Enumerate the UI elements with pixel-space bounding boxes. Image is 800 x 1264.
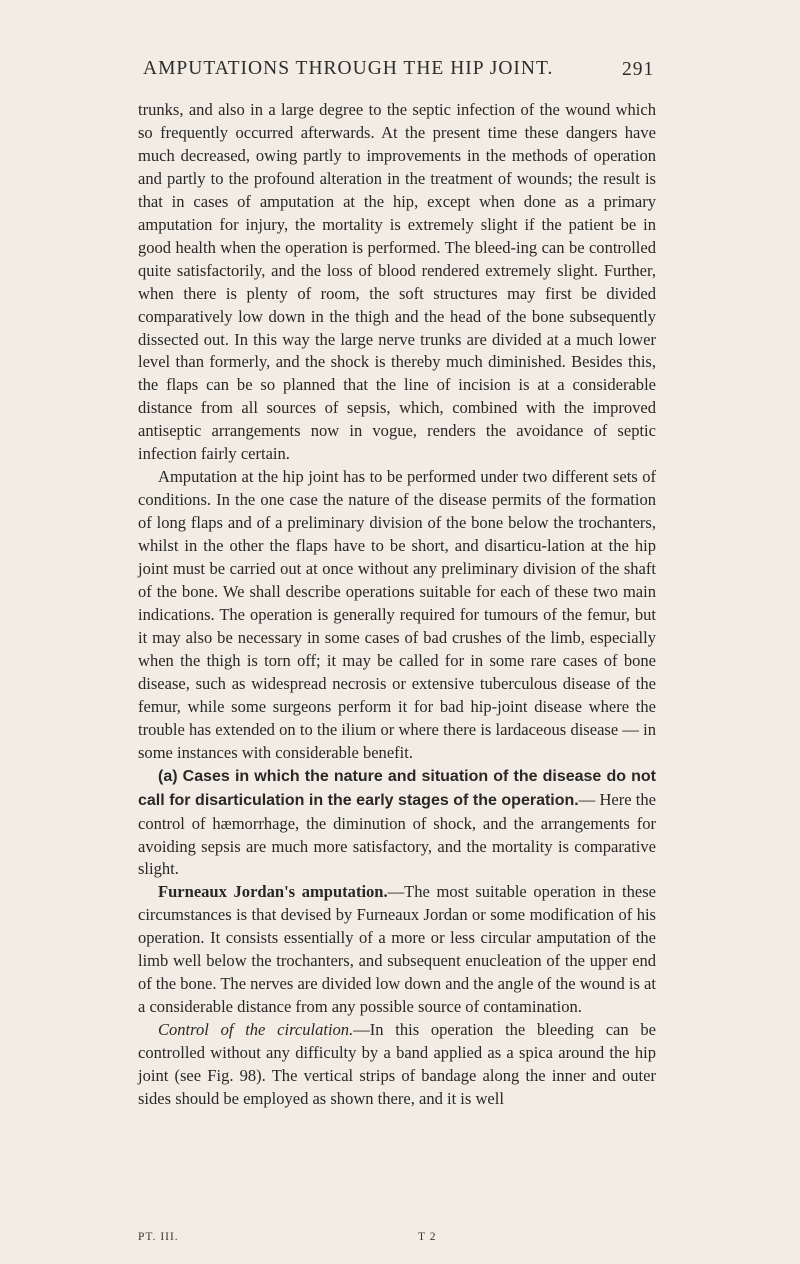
running-title: AMPUTATIONS THROUGH THE HIP JOINT. <box>143 58 554 79</box>
subheading-control-circulation: Control of the circulation. <box>158 1020 354 1040</box>
paragraph-1: trunks, and also in a large degree to the septic infection of the wound which so frequently occurred afterwards. At the present time these dangers have much decreased, owing partly to improvements in the methods of operation and partly to the profound alteration in the treatment of wounds; the result is that in cases of amputation at the hip, except when done as a primary amputation for injury, the mortality is extremely slight if the patient be in good health when the operation is performed. The bleed-ing can be controlled quite satisfactorily, and the loss of blood rendered extremely slight. Further, when there is plenty of room, the soft structures may first be divided comparatively low down in the thigh and the head of the bone subsequently dissected out. In this way the large nerve trunks are divided at a much lower level than formerly, and the shock is thereby much diminished. Besides this, the flaps can be so planned that the line of incision is at a considerable distance from all sources of sepsis, which, combined with the improved antiseptic arrangements now in vogue, renders the avoidance of septic infection fairly certain. <box>138 100 656 464</box>
paragraph-2: Amputation at the hip joint has to be performed under two different sets of conditions. In the one case the nature of the disease permits of the formation of long flaps and of a preliminary division of the bone below the trochanters, whilst in the other the flaps have to be short, and disarticu-lation at the hip joint must be carried out at once without any preliminary division of the shaft of the bone. We shall describe operations suitable for each of these two main indications. The operation is generally required for tumours of the femur, but it may also be necessary in some cases of bad crushes of the limb, especially when the thigh is torn off; it may be called for in some rare cases of bone disease, such as widespread necrosis or extensive tuberculous disease of the femur, while some surgeons perform it for bad hip-joint disease where the trouble has extended on to the ilium or where there is lardaceous disease — in some instances with considerable benefit. <box>138 467 656 762</box>
section-heading-a: (a) Cases in which the nature and situation of the disease do not call for disarticulation in the early stages of the operation. <box>138 767 656 809</box>
subheading-furneaux-jordan: Furneaux Jordan's amputation. <box>158 882 388 902</box>
body-text <box>138 99 656 1111</box>
paragraph-4-text: —The most suitable operation in these circumstances is that devised by Furneaux Jordan or some modification of his operation. It consists essentially of a more or less circular amputation of the limb well below the trochanters, and subsequent enucleation of the upper end of the bone. The nerves are divided low down and the angle of the wound is at a considerable distance from any possible source of contamination. <box>138 882 656 1017</box>
paragraph-3-text: — Here the control of hæmorrhage, the diminution of shock, and the arrangements for avoiding sepsis are much more satisfactory, and the mortality is comparative slight. <box>138 789 656 879</box>
page-header <box>0 58 800 88</box>
signature-mark-left: PT. III. <box>138 1231 179 1243</box>
paragraph-4 <box>138 881 656 1019</box>
page-number: 291 <box>622 59 655 80</box>
paragraph-3 <box>138 765 656 882</box>
paragraph-5-text: —In this operation the bleeding can be controlled without any difficulty by a band applied as a spica around the hip joint (see Fig. 98). The vertical strips of bandage along the inner and outer sides should be employed as shown there, and it is well <box>138 1020 656 1108</box>
signature-mark-right: T 2 <box>418 1231 437 1243</box>
page-footer <box>0 1231 800 1249</box>
paragraph-5 <box>138 1019 656 1111</box>
